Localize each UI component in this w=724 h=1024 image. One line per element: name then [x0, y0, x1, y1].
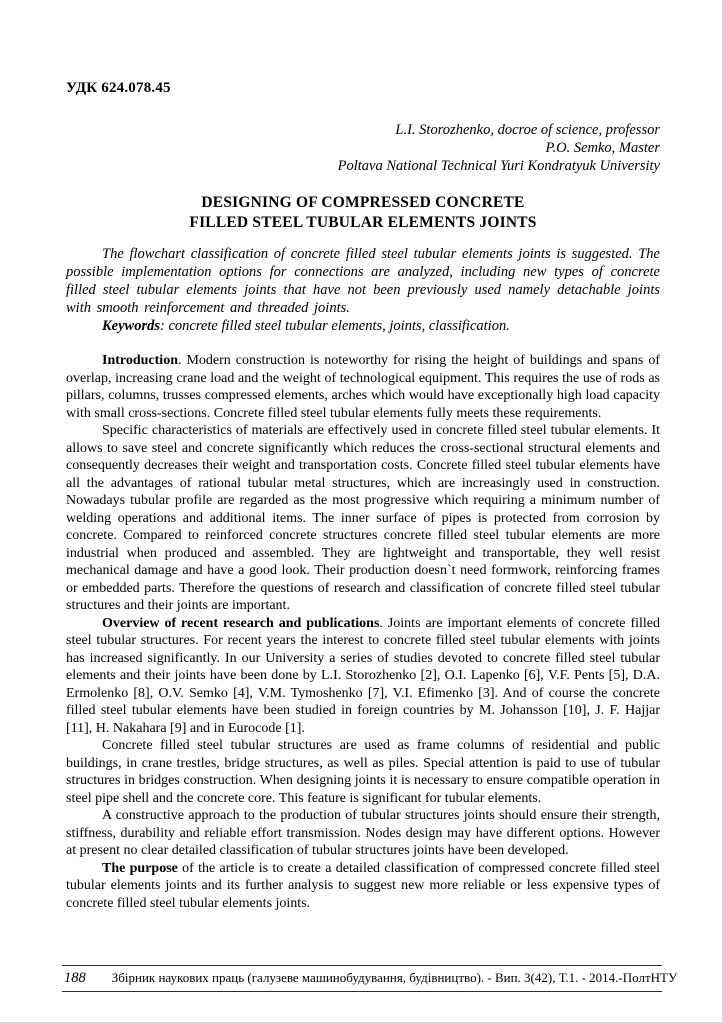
paragraph-text: of the article is to create a detailed classification of compressed concrete filled steel tubular elements joints and its further analysis to suggest new more reliable or less expensive types of concrete filled steel tubular elements joints.	[66, 860, 660, 911]
paper-title-line-2: FILLED STEEL TUBULAR ELEMENTS JOINTS	[189, 214, 537, 231]
paragraph-overview	[66, 615, 660, 738]
author-line-1: L.I. Storozhenko, docroe of science, professor	[395, 122, 660, 138]
paragraph-text: Concrete filled steel tubular structures are used as frame columns of residential and public buildings, in crane trestles, bridge structures, as well as piles. Special attention is paid to use of tubular structures in bridges construction. When designing joints it is necessary to ensure compatible operation in steel pipe shell and the concrete core. This feature is significant for tubular elements.	[66, 738, 660, 806]
paragraph-text: . Modern construction is noteworthy for rising the height of buildings and spans of overlap, increasing crane load and the weight of technological equipment. This requires the use of rods as pillars, columns, trusses compressed elements, arches which would have exceptionally high load capacity with small cross-sections. Concrete filled steel tubular elements fully meets these requirements.	[66, 353, 660, 421]
author-line-2: P.O. Semko, Master	[545, 140, 660, 156]
paragraph-lead: Overview of recent research and publications	[102, 615, 380, 631]
footer-journal-text: Збірник наукових праць (галузеве машинобудування, будівництво). - Вип. 3(42), Т.1. - 2014.-ПолтНТУ	[111, 970, 678, 985]
paragraph-lead: The purpose	[102, 860, 178, 876]
affiliation-line: Poltava National Technical Yuri Kondratyuk University	[337, 158, 660, 174]
keywords-text: : concrete filled steel tubular elements, joints, classification.	[160, 318, 510, 334]
paragraph-constructive-approach	[66, 807, 660, 860]
paragraph-text: . Joints are important elements of concrete filled steel tubular structures. For recent years the interest to concrete filled steel tubular elements with joints has increased significantly. In our University a series of studies devoted to concrete filled steel tubular elements and their joints have been done by L.I. Storozhenko [2], O.I. Lapenko [6], V.F. Pents [5], D.A. Ermolenko [8], O.V. Semko [4], V.M. Tymoshenko [7], V.I. Efimenko [3]. And of course the concrete filled steel tubular elements have been studied in foreign countries by M. Johansson [10], J. F. Hajjar [11], H. Nakahara [9] and in Eurocode [1].	[66, 615, 660, 736]
page-footer	[62, 965, 678, 992]
paragraph-text: Specific characteristics of materials are effectively used in concrete filled steel tubular elements. It allows to save steel and concrete significantly which reduces the cross-sectional structural elements and consequently decreases their weight and transportation costs. Concrete filled steel tubular elements have all the advantages of rational tubular metal structures, which are increasingly used in construction. Nowadays tubular profile are regarded as the most progressive which requiring a minimum number of welding operations and additional items. The inner surface of pipes is protected from corrosion by concrete. Compared to reinforced concrete structures concrete filled steel tubular elements are more industrial when produced and assembled. They are lightweight and transportable, they well resist mechanical damage and have a good look. Their production doesn`t need formwork, reinforcing frames or embedded parts. Therefore the questions of research and classification of concrete filled steel tubular structures and their joints are important.	[66, 423, 660, 613]
paragraph-materials	[66, 422, 660, 615]
paragraph-purpose	[66, 860, 660, 913]
paragraph-introduction	[66, 352, 660, 422]
paragraph-text: A constructive approach to the production of tubular structures joints should ensure their strength, stiffness, durability and reliable effort transmission. Nodes design may have different options. However at present no clear detailed classification of tubular structures joints have been developed.	[66, 808, 660, 858]
article-body	[66, 352, 660, 912]
paper-title-line-1: DESIGNING OF COMPRESSED CONCRETE	[201, 194, 525, 211]
page-number: 188	[64, 970, 86, 986]
paper-title	[66, 193, 660, 233]
keywords-line	[66, 317, 660, 335]
keywords-label: Keywords	[102, 318, 160, 334]
authors-block	[66, 121, 660, 175]
udc-code: УДК 624.078.45	[66, 80, 171, 96]
abstract-text: The flowchart classification of concrete filled steel tubular elements joints is suggested. The possible implementation options for connections are analyzed, including new types of concrete filled steel tubular elements joints that have not been previously used namely detachable joints with smooth reinforcement and threaded joints.	[66, 246, 660, 316]
paragraph-applications	[66, 737, 660, 807]
paragraph-lead: Introduction	[102, 353, 178, 368]
